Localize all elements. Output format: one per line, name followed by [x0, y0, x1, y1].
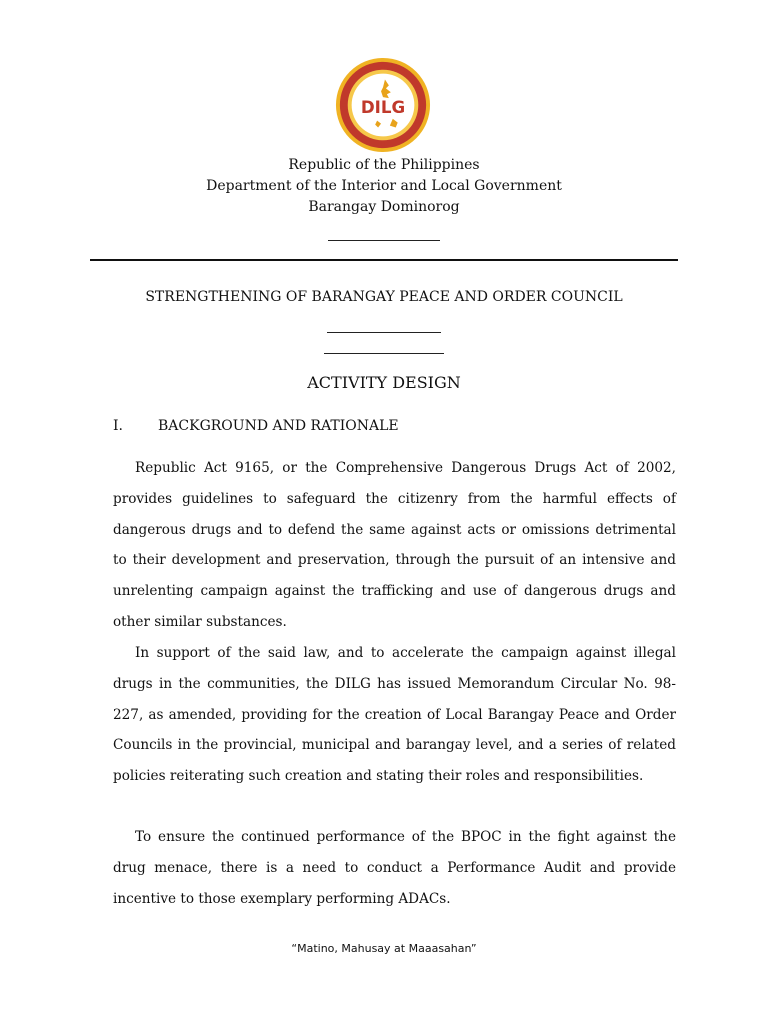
title-blank-line-2-wrap	[0, 339, 768, 358]
section-heading	[113, 418, 399, 434]
letterhead	[0, 155, 768, 218]
header-department: Department of the Interior and Local Government	[206, 178, 562, 194]
section-number: I.	[113, 418, 123, 434]
title-blank-line-1-wrap	[0, 318, 768, 337]
header-barangay: Barangay Dominorog	[308, 199, 460, 215]
seal-text: DILG	[360, 97, 406, 117]
paragraph-3	[113, 822, 676, 914]
paragraph-1	[113, 453, 676, 638]
paragraph-3-text: To ensure the continued performance of the BPOC in the fight against the drug menace, there is a need to conduct a Performance Audit and provide incentive to those exemplary performing ADACs.	[113, 829, 676, 907]
paragraph-2-text: In support of the said law, and to accelerate the campaign against illegal drugs in the communities, the DILG has issued Memorandum Circular No. 98-227, as amended, providing for the creation of Local Barangay Peace and Order Councils in the provincial, municipal and barangay level, and a series of related policies reiterating such creation and stating their roles and responsibilities.	[113, 645, 676, 785]
section-title: BACKGROUND AND RATIONALE	[158, 418, 399, 434]
header-blank-line	[328, 240, 440, 241]
header-divider	[90, 259, 678, 261]
header-republic: Republic of the Philippines	[288, 157, 480, 173]
document-type: ACTIVITY DESIGN	[307, 373, 461, 392]
title-blank-line-2	[324, 353, 444, 354]
document-title: STRENGTHENING OF BARANGAY PEACE AND ORDER COUNCIL	[145, 289, 623, 305]
paragraph-1-text: Republic Act 9165, or the Comprehensive Dangerous Drugs Act of 2002, provides guidelines to safeguard the citizenry from the harmful effects of dangerous drugs and to defend the same against acts or omissions detrimental to their development and preservation, through the pursuit of an intensive and unrelenting campaign against the trafficking and use of dangerous drugs and other similar substances.	[113, 460, 676, 630]
footer-motto: “Matino, Mahusay at Maaasahan”	[291, 942, 477, 955]
title-blank-line-1	[327, 332, 441, 333]
dilg-seal-logo	[334, 56, 432, 154]
header-blank-line-wrap	[0, 226, 768, 245]
paragraph-2	[113, 638, 676, 792]
